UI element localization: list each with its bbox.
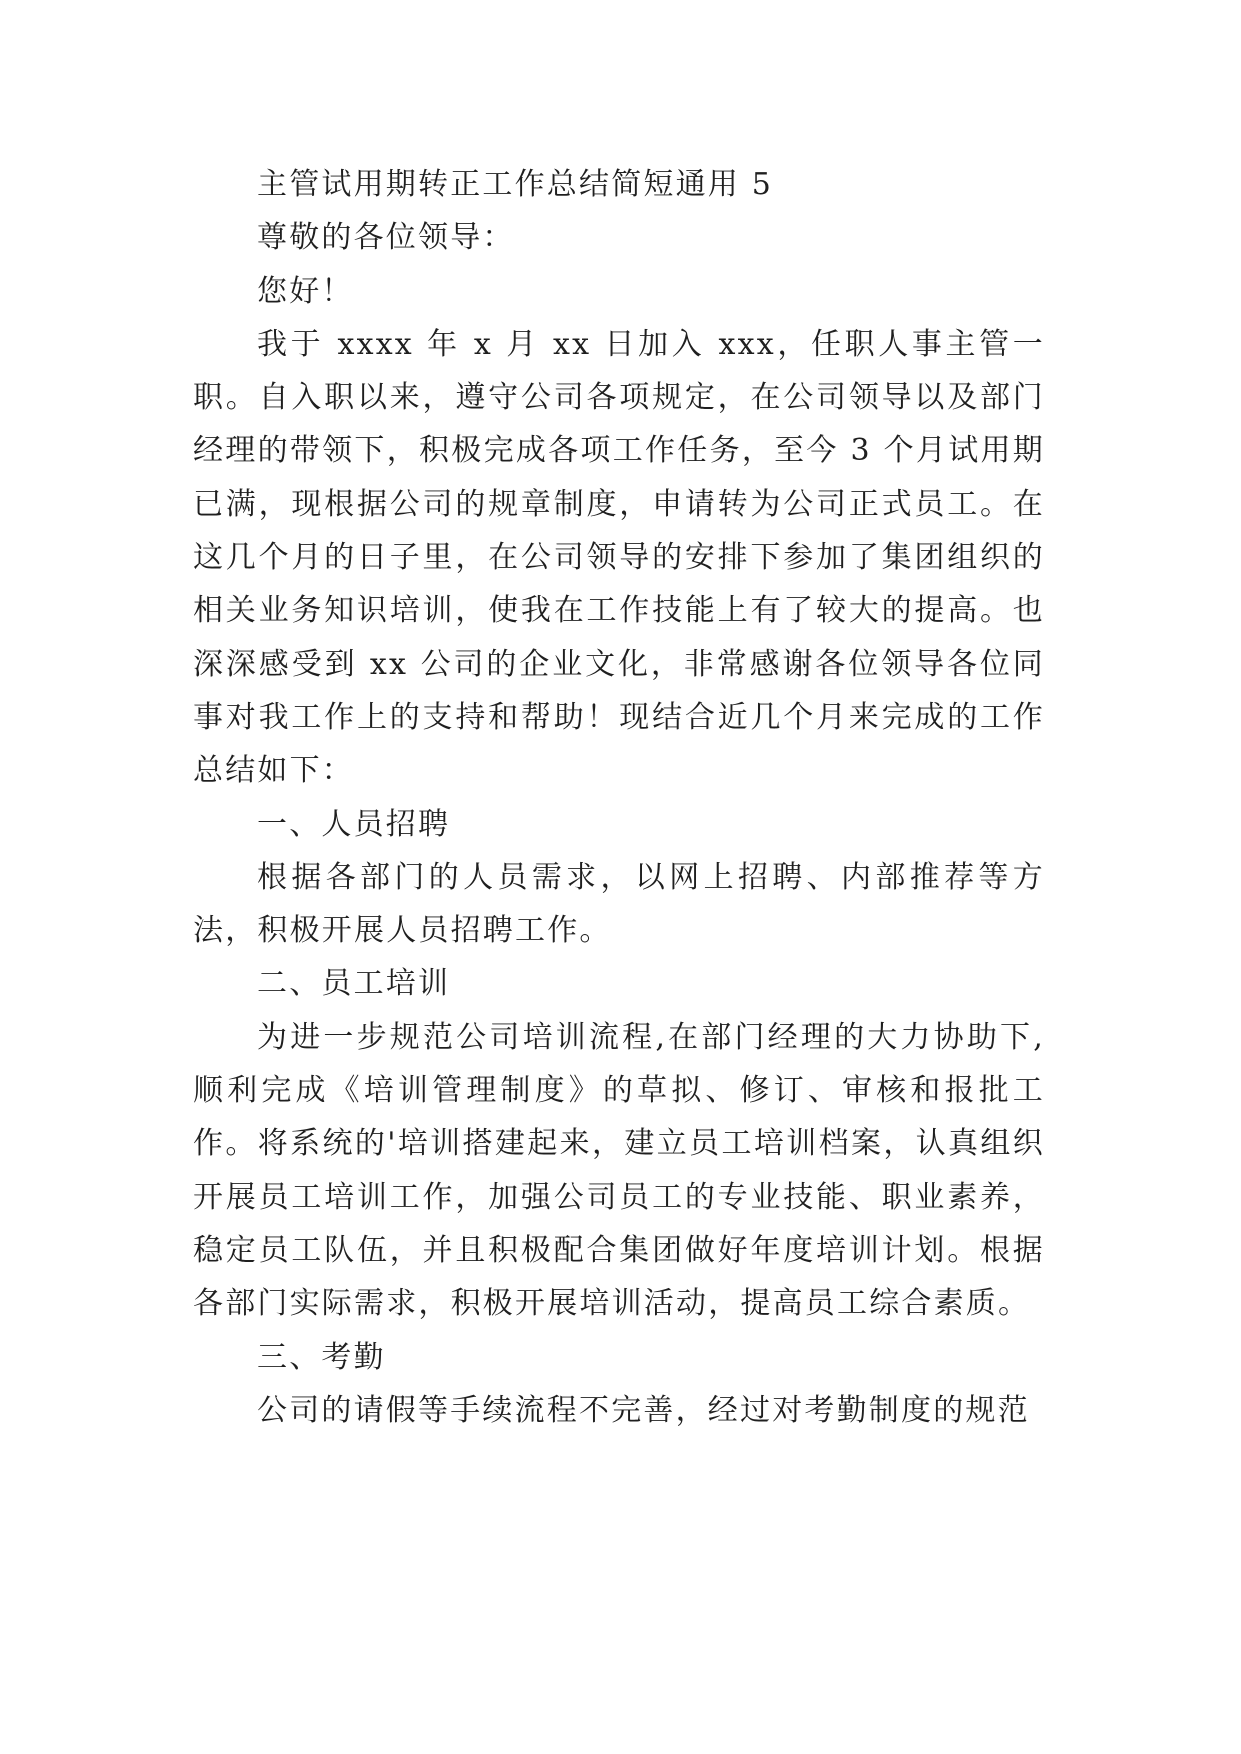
section-heading-training: 二、员工培训 bbox=[257, 966, 451, 1002]
section-body-attendance: 公司的请假等手续流程不完善，经过对考勤制度的规范 bbox=[257, 1392, 1030, 1428]
document-body bbox=[193, 158, 1045, 1437]
document-title: 主管试用期转正工作总结简短通用 5 bbox=[257, 167, 774, 202]
section-body-recruitment: 根据各部门的人员需求，以网上招聘、内部推荐等方法，积极开展人员招聘工作。 bbox=[193, 859, 1045, 949]
greeting: 您好！ bbox=[257, 273, 354, 309]
salutation: 尊敬的各位领导： bbox=[257, 220, 515, 256]
section-heading-attendance: 三、考勤 bbox=[257, 1339, 386, 1375]
section-body-training: 为进一步规范公司培训流程,在部门经理的大力协助下,顺利完成《培训管理制度》的草拟、修订、审核和报批工作。将系统的'培训搭建起来，建立员工培训档案，认真组织开展员工培训工作，加强公司员工的专业技能、职业素养，稳定员工队伍，并且积极配合集团做好年度培训计划。根据各部门实际需求，积极开展培训活动，提高员工综合素质。 bbox=[193, 1019, 1045, 1322]
intro-paragraph: 我于 xxxx 年 x 月 xx 日加入 xxx，任职人事主管一职。自入职以来，遵守公司各项规定，在公司领导以及部门经理的带领下，积极完成各项工作任务，至今 3 个月试用期已满，现根据公司的规章制度，申请转为公司正式员工。在这几个月的日子里，在公司领导的安排下参加了集团组织的相关业务知识培训，使我在工作技能上有了较大的提高。也深深感受到 xx 公司的企业文化，非常感谢各位领导各位同事对我工作上的支持和帮助！现结合近几个月来完成的工作总结如下： bbox=[193, 326, 1045, 789]
section-heading-recruitment: 一、人员招聘 bbox=[257, 806, 451, 842]
